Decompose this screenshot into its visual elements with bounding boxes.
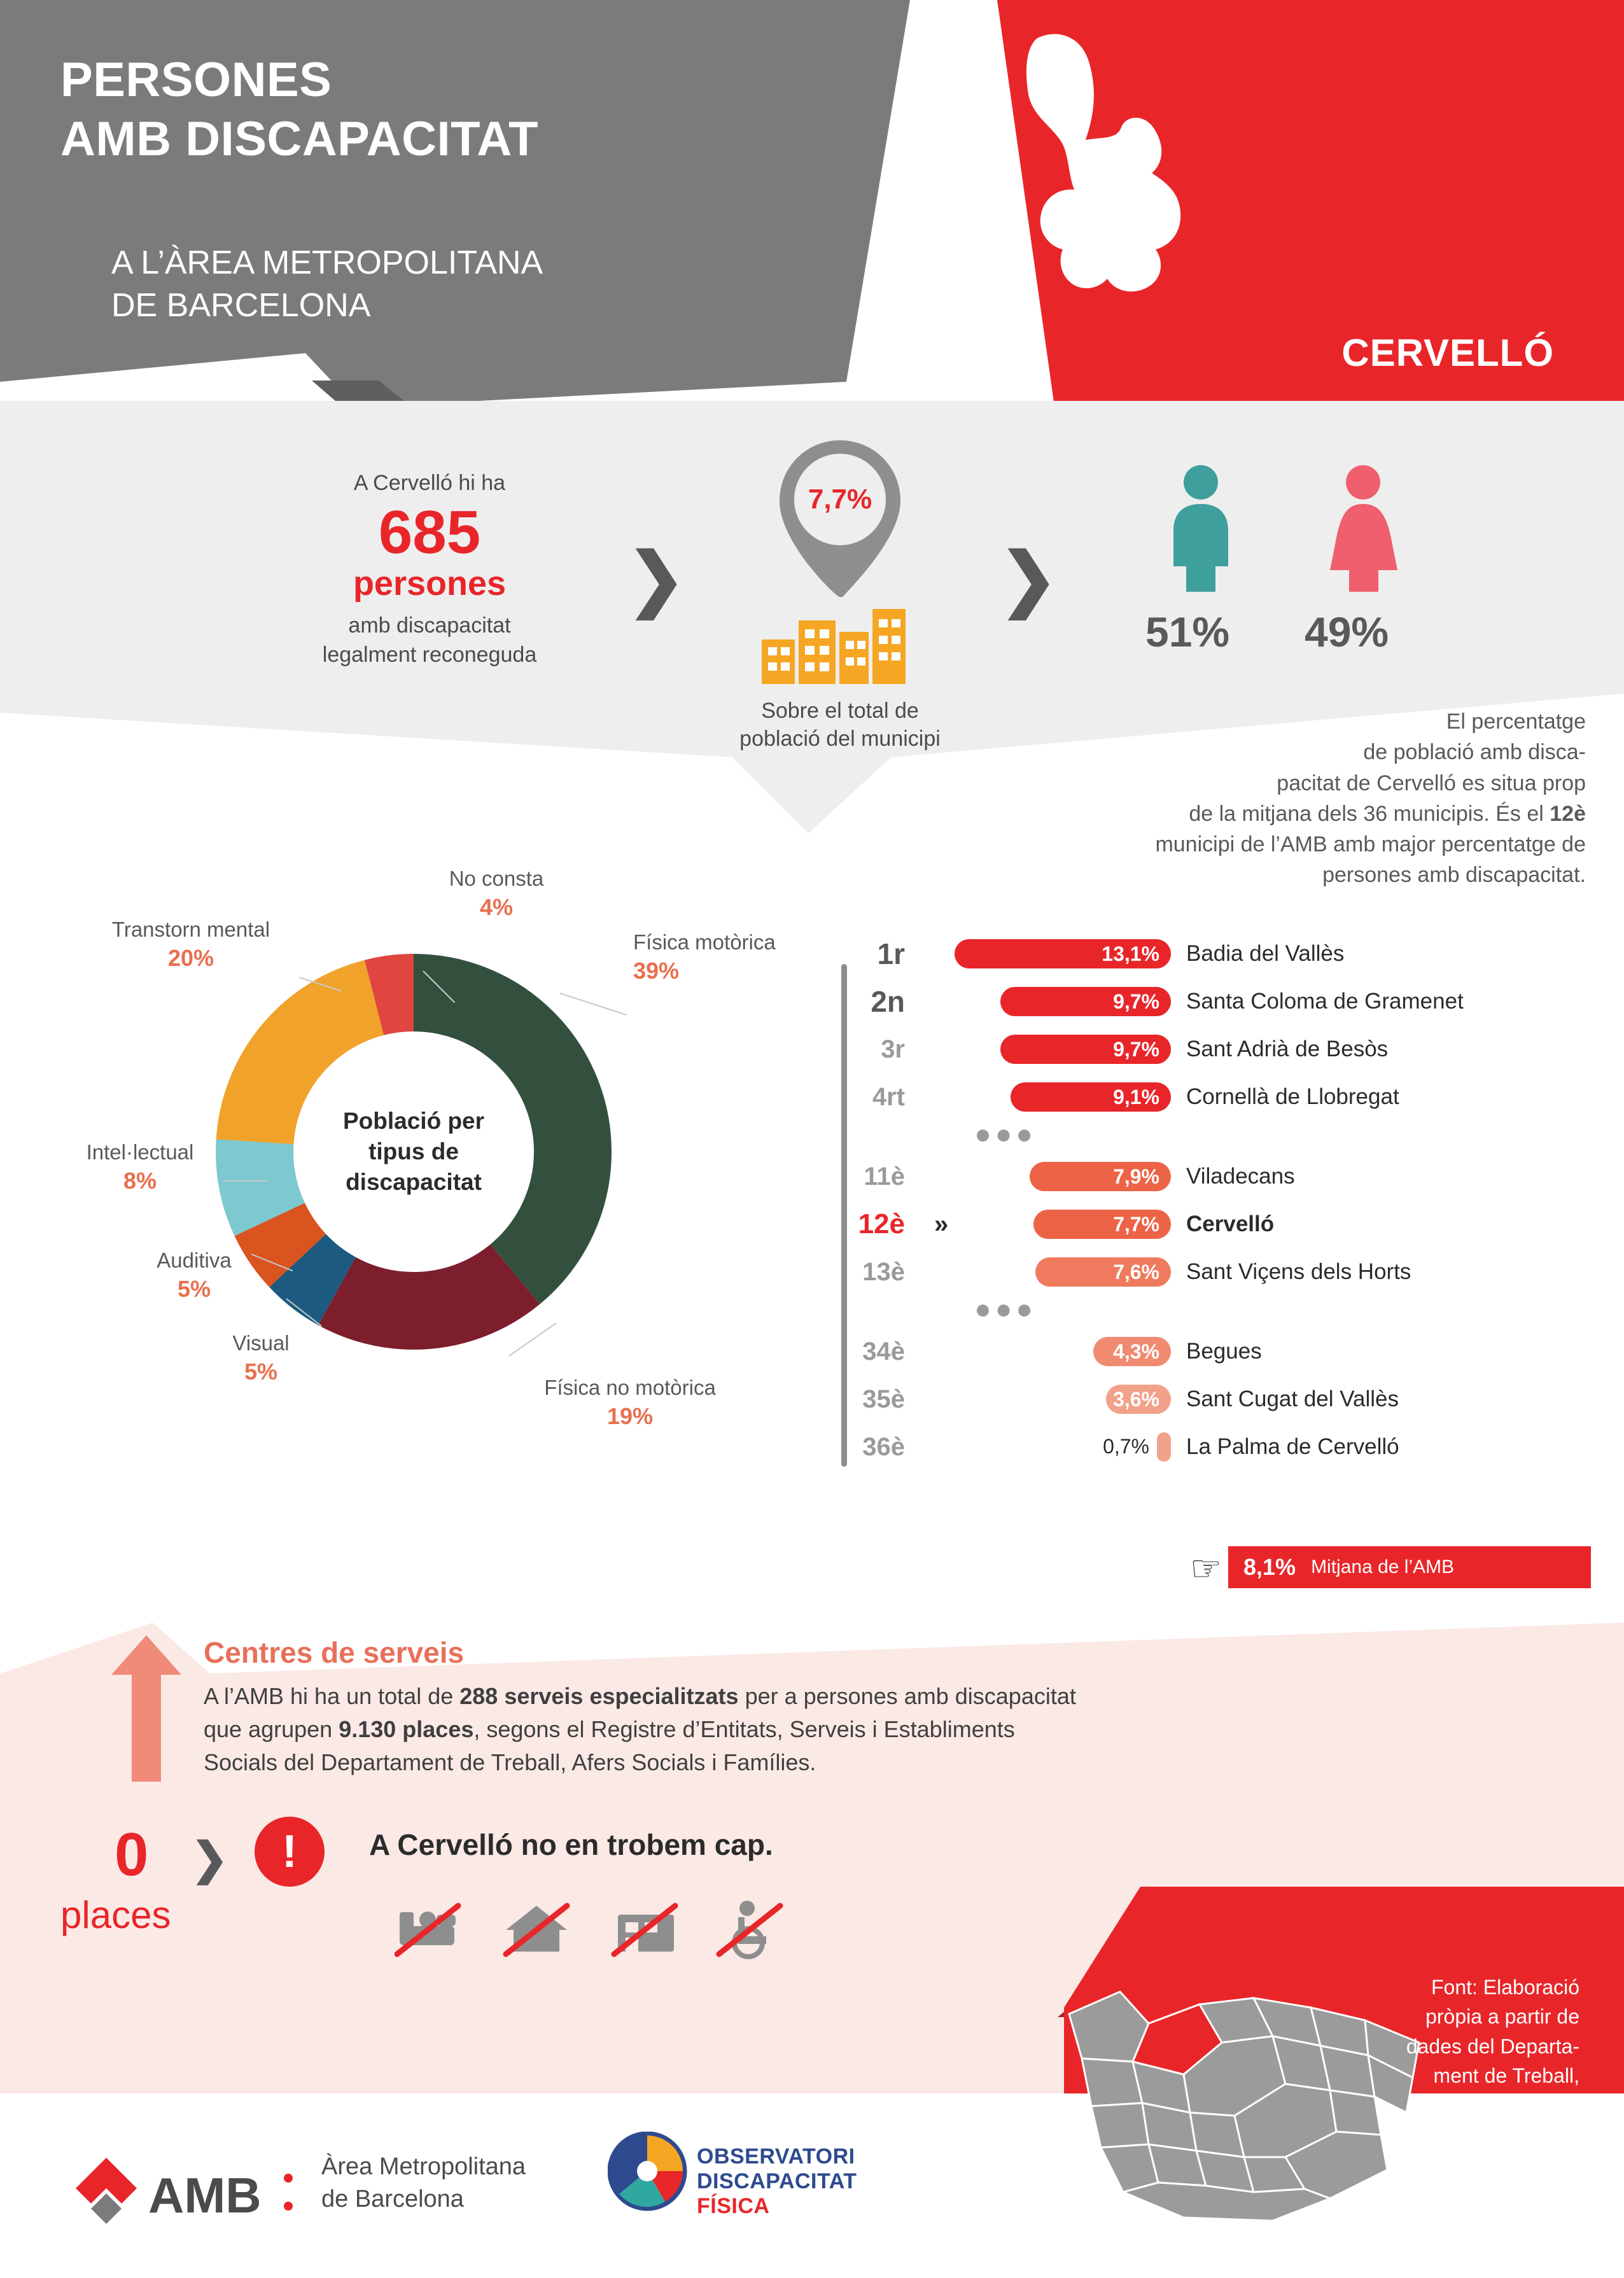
- page-title: [60, 51, 862, 169]
- source-note: [1172, 1973, 1579, 2179]
- source-line-6: Famílies i l’INE.: [1438, 2123, 1579, 2146]
- amb-line-1: Àrea Metropolitana: [321, 2153, 526, 2180]
- summary-big-word: persones: [353, 564, 507, 603]
- summary-note-l4a: de la mitjana dels 36 municipis. És el: [1189, 801, 1550, 826]
- services-body-1: A l’AMB hi ha un total de: [204, 1683, 460, 1709]
- table-row: [840, 1333, 1591, 1370]
- page-title-line1: PERSONES: [60, 53, 332, 107]
- header: [0, 0, 1624, 420]
- source-line-2: pròpia a partir de: [1425, 2005, 1579, 2029]
- rank-bar-container: [916, 1257, 1171, 1287]
- observatori-logo-text: [697, 2144, 857, 2219]
- rank-bar: 9,7%: [1000, 1035, 1171, 1064]
- rank-bar-container: [916, 1385, 1171, 1414]
- donut-label-visual-text: Visual: [232, 1331, 290, 1355]
- donut-label-fisica-motorica-text: Física motòrica: [633, 930, 776, 954]
- page-title-line2: AMB DISCAPACITAT: [60, 111, 539, 166]
- rank-position: 3r: [881, 1035, 905, 1063]
- donut-label-intellectual-pct: 8%: [123, 1167, 157, 1194]
- average-label: Mitjana de l’AMB: [1311, 1556, 1455, 1577]
- table-row-highlight: [840, 1206, 1591, 1243]
- pin-percentage: 7,7%: [808, 484, 872, 515]
- rank-bar-container: [916, 1210, 1171, 1239]
- rank-municipality: Badia del Vallès: [1186, 941, 1345, 966]
- table-row: [840, 935, 1591, 972]
- exclamation-icon: !: [255, 1817, 325, 1887]
- rank-municipality: Cervelló: [1186, 1212, 1275, 1236]
- donut-label-intellectual-text: Intel·lectual: [86, 1140, 194, 1164]
- table-row: [840, 1031, 1591, 1068]
- services-places: 9.130 places: [339, 1716, 474, 1743]
- summary-note-l5: municipi de l’AMB amb major percentatge de: [1155, 832, 1586, 857]
- table-row: [840, 1079, 1591, 1115]
- rank-bar-container: [916, 1162, 1171, 1191]
- rank-bar: 7,9%: [1030, 1162, 1171, 1191]
- summary-note-l2: de població amb disca-: [1363, 740, 1586, 765]
- city-buildings-icon: [760, 601, 920, 684]
- donut-label-auditiva: [121, 1247, 267, 1304]
- services-body-line1: [204, 1680, 1413, 1713]
- pin-caption-line2: població del municipi: [739, 727, 941, 751]
- summary-lead: [200, 471, 659, 670]
- page-subtitle-line2: DE BARCELONA: [111, 286, 371, 324]
- rank-municipality: Cornellà de Llobregat: [1186, 1084, 1399, 1109]
- services-body-line3: Socials del Departament de Treball, Afers Socials i Famílies.: [204, 1749, 816, 1776]
- donut-label-fisica-no-motorica-text: Física no motòrica: [544, 1376, 716, 1399]
- rank-position: 11è: [864, 1162, 905, 1191]
- summary-big-number: 685: [378, 498, 481, 566]
- rank-position: 1r: [877, 937, 905, 970]
- rank-bar: 4,3%: [1093, 1337, 1171, 1366]
- male-figure-icon: [1165, 465, 1238, 592]
- observatori-line-1: OBSERVATORI: [697, 2144, 855, 2169]
- rank-position: 2n: [871, 985, 905, 1018]
- rank-bar: 7,6%: [1035, 1257, 1171, 1287]
- donut-label-no-consta-text: No consta: [449, 867, 544, 890]
- amb-line-2: de Barcelona: [321, 2186, 464, 2213]
- rank-municipality: Sant Viçens dels Horts: [1186, 1259, 1411, 1284]
- services-body-4: , segons el Registre d’Entitats, Serveis i Establiments: [473, 1716, 1015, 1743]
- rank-bar: 3,6%: [1106, 1385, 1171, 1414]
- table-row: [840, 1429, 1591, 1465]
- amb-logo-svg: [73, 2154, 296, 2230]
- chevron-right-icon-1: ❯: [627, 540, 686, 618]
- donut-label-fisica-no-motorica: [503, 1374, 757, 1432]
- summary-note-l1: El percentatge: [1446, 709, 1586, 734]
- rank-position: 13è: [862, 1257, 905, 1286]
- places-zero: 0: [115, 1820, 149, 1889]
- rank-bar-container: [916, 1082, 1171, 1112]
- rank-municipality: Viladecans: [1186, 1164, 1295, 1189]
- chevron-right-icon-2: ❯: [999, 540, 1058, 618]
- summary-note-l6: persones amb discapacitat.: [1322, 863, 1586, 888]
- summary-note: [1013, 706, 1586, 891]
- ranking-chart: [840, 935, 1591, 1476]
- services-body-3: que agrupen: [204, 1716, 339, 1743]
- source-line-5: Afers Socials i: [1450, 2093, 1579, 2117]
- services-title: Centres de serveis: [204, 1636, 465, 1669]
- pointing-hand-icon: ☞: [1190, 1548, 1222, 1588]
- donut-label-fisica-motorica: [633, 929, 850, 986]
- rank-bar: 9,1%: [1011, 1082, 1171, 1112]
- rank-bar: 9,7%: [1000, 987, 1171, 1016]
- source-line-4: ment de Treball,: [1433, 2064, 1579, 2088]
- donut-label-intellectual: [45, 1139, 235, 1196]
- table-row: [840, 1381, 1591, 1418]
- donut-label-auditiva-text: Auditiva: [157, 1248, 232, 1272]
- rank-bar-container: [916, 1337, 1171, 1366]
- amb-logo: [73, 2154, 296, 2233]
- rank-bar: 13,1%: [955, 939, 1171, 968]
- donut-center-line1: Població per: [342, 1107, 485, 1134]
- table-row: [840, 1254, 1591, 1290]
- female-figure-icon: [1324, 465, 1403, 592]
- source-line-1: Font: Elaboració: [1431, 1976, 1579, 1999]
- services-body: [204, 1680, 1413, 1780]
- donut-label-transtorn-mental-pct: 20%: [167, 944, 214, 971]
- up-arrow-icon: [111, 1635, 181, 1782]
- donut-label-auditiva-pct: 5%: [177, 1275, 211, 1302]
- donut-center-line3: discapacitat: [346, 1169, 482, 1196]
- svg-text:AMB: AMB: [148, 2167, 262, 2223]
- donut-label-no-consta: [414, 865, 579, 923]
- municipality-name: CERVELLÓ: [1341, 332, 1554, 374]
- page-subtitle: [111, 242, 811, 326]
- services-body-2: per a persones amb discapacitat: [738, 1683, 1076, 1709]
- donut-label-no-consta-pct: 4%: [479, 893, 514, 920]
- average-value: 8,1%: [1243, 1554, 1296, 1580]
- source-line-3: dades del Departa-: [1406, 2034, 1579, 2058]
- summary-lead-bottom-1: amb discapacitat: [348, 613, 511, 638]
- places-word: places: [60, 1894, 171, 1936]
- rank-municipality: Santa Coloma de Gramenet: [1186, 989, 1464, 1014]
- observatori-logo: [608, 2132, 687, 2214]
- rank-municipality: La Palma de Cervelló: [1186, 1434, 1399, 1459]
- summary-lead-bottom: [200, 611, 659, 670]
- rank-municipality: Sant Adrià de Besòs: [1186, 1037, 1389, 1061]
- female-percentage: 49%: [1305, 608, 1389, 655]
- summary-lead-bottom-2: legalment reconeguda: [322, 643, 537, 667]
- municipality-map-icon: [974, 25, 1266, 356]
- table-row: [840, 983, 1591, 1020]
- rank-position: 36è: [862, 1432, 905, 1461]
- rank-bar-container: [916, 987, 1171, 1016]
- rank-position: 4rt: [872, 1082, 905, 1111]
- rank-position: 34è: [862, 1337, 905, 1366]
- summary-note-l4: [1013, 799, 1586, 829]
- donut-label-visual: [191, 1330, 331, 1387]
- chevron-right-icon-3: ❯: [191, 1834, 228, 1883]
- rank-bar: 7,7%: [1033, 1210, 1171, 1239]
- services-count: 288 serveis especialitzats: [459, 1683, 739, 1709]
- pin-caption-line1: Sobre el total de: [761, 699, 919, 723]
- observatori-line-3: FÍSICA: [697, 2194, 770, 2219]
- services-body-line2: [204, 1713, 1413, 1746]
- summary-note-l3: pacitat de Cervelló es situa prop: [1277, 771, 1586, 795]
- observatori-logo-icon: [608, 2132, 687, 2211]
- rank-position: 35è: [862, 1385, 905, 1413]
- rank-municipality: Sant Cugat del Vallès: [1186, 1387, 1399, 1411]
- donut-label-transtorn-mental: [76, 916, 305, 974]
- source-line-7: Any 2017.: [1487, 2153, 1579, 2176]
- highlight-arrow-icon: »: [934, 1210, 949, 1238]
- ranking-ellipsis-2: ●●●: [974, 1294, 1037, 1325]
- summary-lead-top: A Cervelló hi ha: [353, 471, 506, 495]
- rank-position: 12è: [858, 1208, 905, 1240]
- pin-caption: [700, 697, 980, 753]
- average-badge: [1228, 1546, 1591, 1588]
- donut-label-fisica-no-motorica-pct: 19%: [606, 1402, 654, 1429]
- page-subtitle-line1: A L’ÀREA METROPOLITANA: [111, 244, 543, 281]
- donut-label-transtorn-mental-text: Transtorn mental: [111, 918, 270, 941]
- summary-note-rank: 12è: [1550, 801, 1586, 826]
- donut-center-line2: tipus de: [368, 1138, 459, 1164]
- rank-bar: [1157, 1432, 1171, 1462]
- rank-bar-container: [916, 1432, 1171, 1462]
- male-percentage: 51%: [1145, 608, 1230, 655]
- no-centres-text: A Cervelló no en trobem cap.: [369, 1828, 773, 1861]
- rank-bar-value: 0,7%: [1103, 1435, 1149, 1458]
- rank-bar-container: [916, 939, 1171, 968]
- rank-bar-container: [916, 1035, 1171, 1064]
- amb-logo-text: [321, 2151, 526, 2216]
- donut-label-fisica-motorica-pct: 39%: [633, 957, 680, 984]
- unavailable-services-icons: [395, 1893, 815, 1963]
- table-row: [840, 1158, 1591, 1195]
- rank-municipality: Begues: [1186, 1339, 1262, 1364]
- observatori-line-2: DISCAPACITAT: [697, 2169, 857, 2194]
- donut-label-visual-pct: 5%: [244, 1358, 278, 1385]
- location-pin-icon: [773, 439, 907, 598]
- ranking-ellipsis-1: ●●●: [974, 1119, 1037, 1150]
